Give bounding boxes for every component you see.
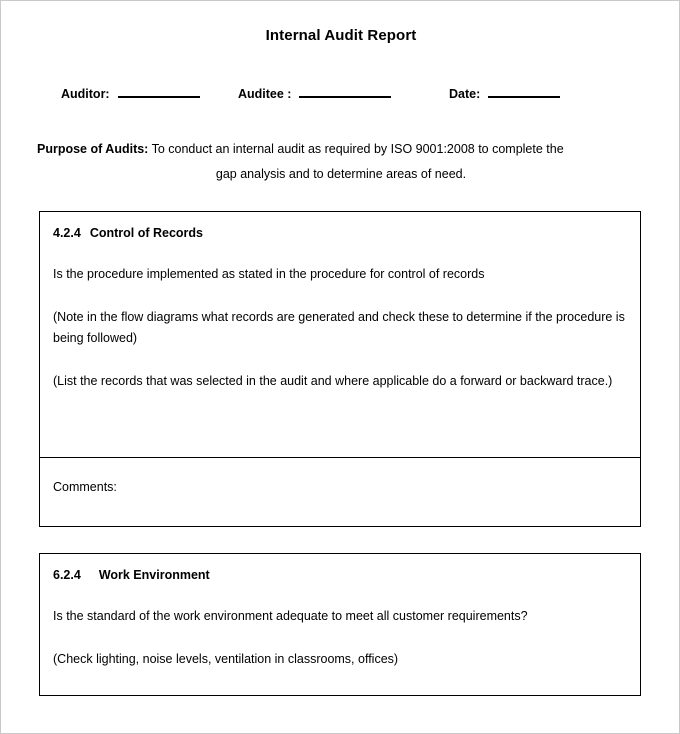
spacer [53,240,627,264]
section-instruction-control-of-records: (List the records that was selected in the audit and where applicable do a forward or backward trace.) [53,374,613,388]
auditor-label: Auditor: [61,87,110,101]
purpose-line-1 [37,137,645,162]
section-heading-control-of-records [53,226,627,240]
date-input[interactable] [488,84,560,98]
auditor-field[interactable] [61,84,200,101]
section-body-work-environment [40,554,640,695]
purpose-paragraph [37,137,645,187]
section-body-control-of-records [40,212,640,457]
section-question-work-environment: Is the standard of the work environment adequate to meet all customer requirements? [53,609,528,623]
section-question-control-of-records: Is the procedure implemented as stated in the procedure for control of records [53,267,485,281]
purpose-text-line-1: To conduct an internal audit as required by ISO 9001:2008 to complete the [148,142,564,156]
section-box-work-environment [39,553,641,696]
page-content [1,1,679,733]
auditee-field[interactable] [238,84,391,101]
spacer [53,349,627,371]
page-title: Internal Audit Report [265,27,417,44]
spacer [53,285,627,307]
section-title: Control of Records [89,226,204,240]
section-number: 6.2.4 [53,568,81,582]
purpose-label: Purpose of Audits: [37,142,149,156]
section-title: Work Environment [98,568,210,582]
section-box-control-of-records [39,211,641,527]
date-field[interactable] [449,84,560,101]
comments-label: Comments: [53,480,117,494]
auditee-input[interactable] [299,84,391,98]
spacer [53,627,627,649]
section-note-work-environment: (Check lighting, noise levels, ventilation in classrooms, offices) [53,652,399,666]
date-label: Date: [449,87,481,101]
header-field-row [1,84,680,104]
section-heading-work-environment [53,568,627,582]
spacer [53,582,627,606]
comments-area[interactable] [40,458,640,527]
auditee-label: Auditee : [238,87,292,101]
section-note-control-of-records: (Note in the flow diagrams what records are generated and check these to determine if the procedure is being followed) [53,310,625,345]
section-number: 4.2.4 [53,226,81,240]
auditor-input[interactable] [118,84,200,98]
purpose-text-line-2: gap analysis and to determine areas of need. [215,167,467,181]
